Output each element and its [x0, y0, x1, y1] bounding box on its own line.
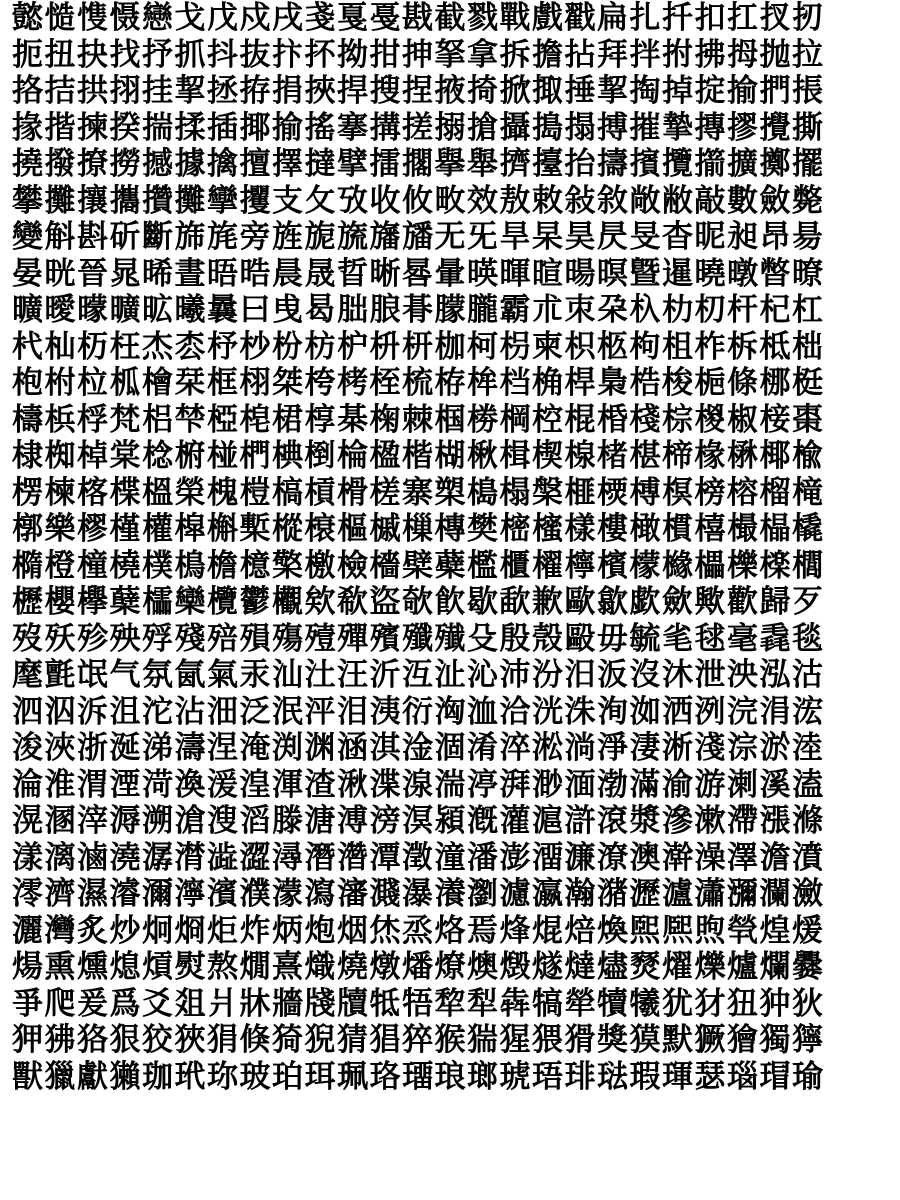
glyph-row: 漾漓滷澆潺潸澁澀潯潛濳潭澂潼潘澎澑濂潦澳澣澡澤澹濆	[12, 839, 825, 876]
glyph-row: 浚浹浙涎涕濤涅淹渕渊涵淇淦涸淆淬淞淌淨淒淅淺淙淤淕	[12, 730, 825, 766]
glyph-row: 變斛斟斫斷旆旄旁旌旎旒旛旙无旡旱杲昊昃旻杳昵昶昂昜	[12, 219, 825, 255]
glyph-row: 棣椥棹棠棯椨椪椚椣椡棆楹楷楜楸楫楔楾楮椹楴椽楙椰楡	[12, 438, 825, 474]
glyph-row: 橢橙橦橈樸樢檐檍檠檄檢檣檗蘗檻櫃櫂檸檳檬櫞櫑櫟檪櫚	[12, 547, 825, 584]
glyph-row: 挌拮拱挧挂挈拯拵捐挾捍搜捏掖掎掀掫捶挈掏掉掟揄捫掁	[12, 73, 825, 109]
glyph-row: 攀攤攘攜攢攤攣攫支攵攷收攸畋效敖敕敍敘敞敝敲數斂斃	[12, 182, 825, 219]
glyph-row: 懿慥愯慑戀戈戊戍戌戔戛戞戡截戮戰戲戳扁扎扦扣扛扠扨	[12, 0, 825, 36]
glyph-row: 澪濟濕濬濔濘濱濮濛瀉瀋濺瀑瀁瀏濾瀛瀚潴瀝瀘瀟瀰瀾瀲	[12, 876, 825, 912]
glyph-row: 灑灣炙炒炯烱炬炸炳炮烟烋烝烙焉烽焜焙煥煕熈煦煢煌煖	[12, 912, 825, 949]
glyph-row: 麾氈氓气氛氤氣汞汕汢汪沂沍沚沁沛汾汨汳沒沐泄泱泓沽	[12, 657, 825, 693]
glyph-row: 槨樂樛槿權槹槲槧樅榱樞槭樔槫樊樒櫁樣樓橄樌橲樶橸橇	[12, 511, 825, 547]
glyph-row: 撓撥撩撈撼據擒擅擇撻擘擂擱擧舉擠擡抬擣擯攬擶擴擲擺	[12, 146, 825, 182]
glyph-row: 爭爬爰爲爻爼爿牀牆牋牘牴牾犂犁犇犒犖犢犧犹犲狃狆狄	[12, 985, 825, 1022]
glyph-row: 滉溷滓溽溯滄溲滔滕溏溥滂溟潁漑灌滬滸滾漿滲漱滯漲滌	[12, 803, 825, 839]
glyph-row: 杙杣杤枉杰枩杼杪枌枋枦枡枅枷柯枴柬枳柩枸柤柞柝柢柮	[12, 328, 825, 365]
glyph-row: 狎狒狢狠狡狹狷倏猗猊猜猖猝猴猯猩猥猾獎獏默獗獪獨獰	[12, 1022, 825, 1058]
glyph-row: 枹柎柆柧檜栞框栩桀桍栲桎梳栫桙档桷桿梟梏梭梔條梛梃	[12, 365, 825, 401]
glyph-row: 獸獵獻獺珈玳珎玻珀珥珮珞璢琅瑯琥珸琲琺瑕琿瑟瑙瑁瑜	[12, 1058, 825, 1095]
glyph-row: 楞楝楁楪榲榮槐榿槁槓榾槎寨槊槝榻槃榧樮榑榠榜榕榴槞	[12, 474, 825, 511]
glyph-row: 淪淮渭湮渮渙湲湟渾渣湫渫湶湍渟湃渺湎渤滿渝游溂溪溘	[12, 766, 825, 803]
glyph-row: 泗泅泝沮沱沾沺泛泯泙泪洟衍洶洫洽洸洙洵洳洒洌浣涓浤	[12, 693, 825, 730]
glyph-row: 煬熏燻熄熕熨熬燗熹熾燒燉燔燎燠燬燧燵燼燹燿爍爐爛爨	[12, 949, 825, 985]
glyph-row: 櫪櫻欅蘖櫺欒欖鬱欟欸欷盜欹飮歇歃歉歐歙歔歛歟歡歸歹	[12, 584, 825, 620]
glyph-row: 歿殀殄殃殍殘殕殞殤殪殫殯殲殱殳殷殼毆毋毓毟毬毫毳毯	[12, 620, 825, 657]
glyph-row: 晏晄晉晁晞晝晤晧晨晟晢晰晷暈暎暉暄暘暝曁暹曉暾暼暸	[12, 255, 825, 292]
glyph-row: 曠曖曚曠昿曦曩曰曵曷朏朖朞朦朧霸朮朿朶杁朸朷杆杞杠	[12, 292, 825, 328]
glyph-row: 檮梹桴梵梠梺椏梍桾椁棊椈棘椢椦棡椌棍棔棧棕椶椒椄棗	[12, 401, 825, 438]
glyph-row: 扼扭抉找抒抓抖抜抃抔拗拑抻拏拿拆擔拈拜拌拊拂拇抛拉	[12, 36, 825, 73]
glyph-row: 掾揩揀揆揣揉插揶揄搖搴搆搓搦搶攝搗搨搏摧摯摶摎攪撕	[12, 109, 825, 146]
